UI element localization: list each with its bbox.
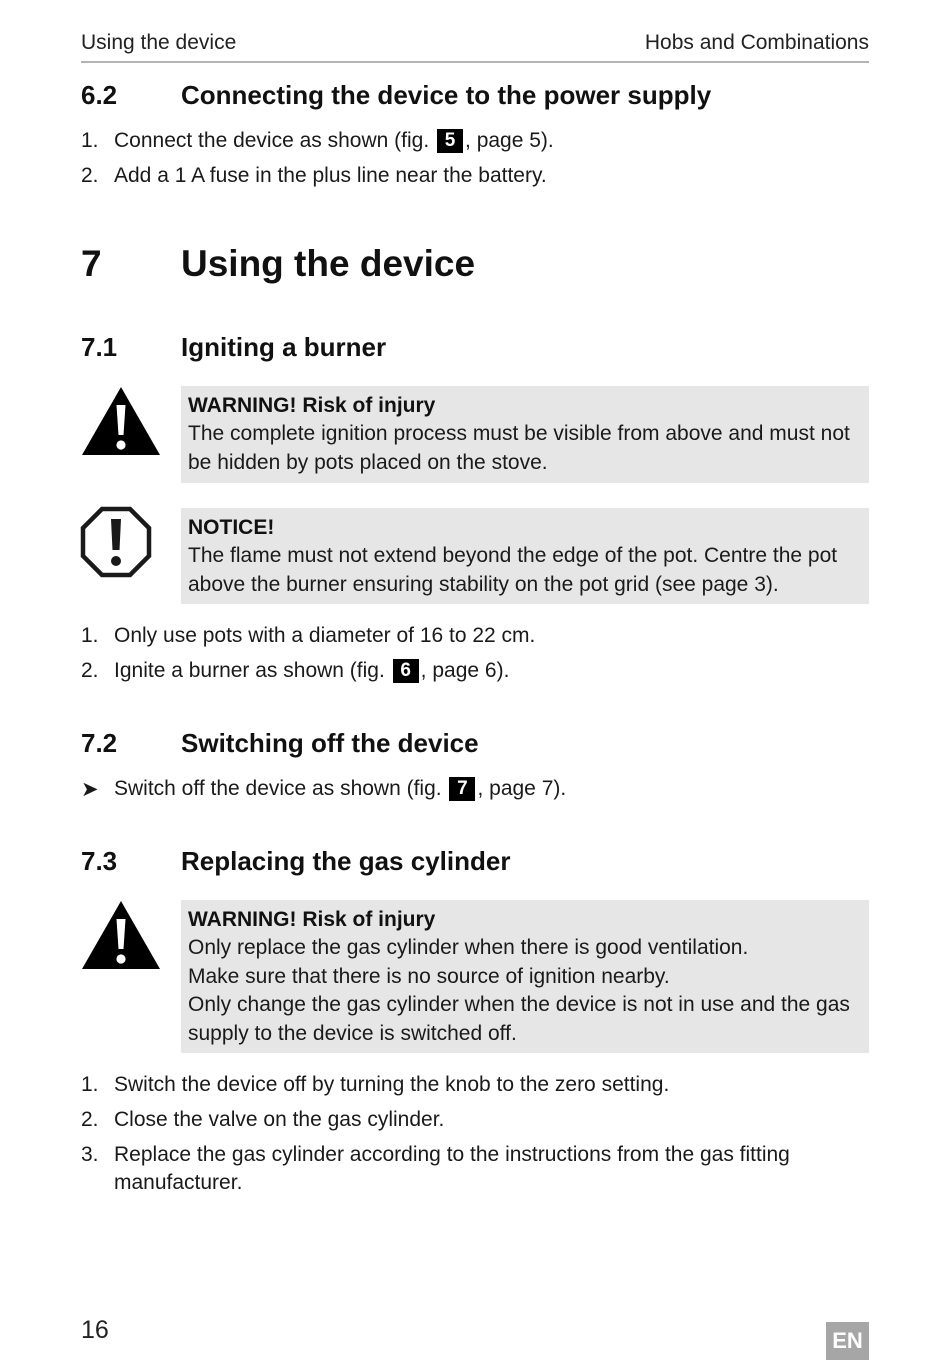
header-chapter: Using the device — [81, 31, 237, 54]
notice-text-line: The flame must not extend beyond the edge of the pot. Centre the pot — [188, 544, 838, 567]
section-title: Switching off the device — [181, 728, 479, 758]
list-marker: 3. — [81, 1143, 99, 1166]
list-text: manufacturer. — [114, 1171, 243, 1194]
warning-box — [181, 900, 869, 1053]
warning-box — [181, 386, 869, 483]
list-marker: 1. — [81, 624, 99, 647]
warning-triangle-icon — [80, 899, 162, 971]
warning-title: WARNING! Risk of injury — [188, 908, 436, 931]
chapter-number: 7 — [81, 243, 102, 284]
section-title: Igniting a burner — [181, 332, 387, 362]
list-marker: 2. — [81, 659, 99, 682]
chapter-title: Using the device — [181, 243, 476, 284]
notice-title: NOTICE! — [188, 516, 275, 539]
text-part: , page 5). — [465, 129, 554, 152]
text-part: Ignite a burner as shown (fig. — [114, 659, 385, 682]
section-number: 6.2 — [81, 80, 118, 110]
list-marker: 2. — [81, 164, 99, 187]
notice-box — [181, 508, 869, 604]
text-part: Switch off the device as shown (fig. — [114, 777, 442, 800]
section-number: 7.1 — [81, 332, 118, 362]
section-number: 7.2 — [81, 728, 118, 758]
list-text: Switch the device off by turning the knob to the zero setting. — [114, 1073, 670, 1096]
page-header — [81, 28, 869, 63]
list-text — [114, 129, 554, 153]
figure-reference-badge: 5 — [437, 129, 463, 153]
section-title: Replacing the gas cylinder — [181, 846, 511, 876]
list-text — [114, 777, 566, 801]
warning-text-line: Make sure that there is no source of ignition nearby. — [188, 964, 670, 988]
section-title: Connecting the device to the power supply — [181, 80, 712, 110]
page-number: 16 — [81, 1316, 109, 1344]
header-product: Hobs and Combinations — [644, 31, 869, 54]
text-part: , page 6). — [420, 659, 510, 682]
warning-text-line: The complete ignition process must be visible from above and must not — [188, 422, 850, 445]
list-marker: 1. — [81, 1073, 99, 1096]
warning-text-line: Only replace the gas cylinder when there is good ventilation. — [188, 936, 749, 959]
notice-text-line: above the burner ensuring stability on the pot grid (see page 3). — [188, 572, 779, 596]
list-text: Add a 1 A fuse in the plus line near the battery. — [114, 164, 547, 187]
language-badge: EN — [826, 1322, 869, 1360]
warning-text-line: supply to the device is switched off. — [188, 1021, 517, 1045]
text-part: Connect the device as shown (fig. — [114, 129, 430, 152]
warning-text-line: be hidden by pots placed on the stove. — [188, 450, 548, 474]
list-text: Close the valve on the gas cylinder. — [114, 1108, 445, 1131]
list-marker: 1. — [81, 129, 99, 152]
list-text: Only use pots with a diameter of 16 to 22 cm. — [114, 624, 536, 647]
figure-reference-badge: 6 — [393, 659, 419, 683]
figure-reference-badge: 7 — [449, 777, 475, 801]
section-number: 7.3 — [81, 846, 118, 876]
warning-triangle-icon — [80, 385, 162, 457]
warning-text-line: Only change the gas cylinder when the device is not in use and the gas — [188, 993, 850, 1016]
notice-octagon-icon — [80, 506, 152, 578]
list-marker: 2. — [81, 1108, 99, 1131]
list-text — [114, 659, 509, 683]
list-text: Replace the gas cylinder according to the instructions from the gas fitting — [114, 1143, 790, 1166]
warning-title: WARNING! Risk of injury — [188, 394, 436, 417]
arrow-bullet-icon: ➤ — [81, 778, 99, 801]
text-part: , page 7). — [477, 777, 567, 800]
